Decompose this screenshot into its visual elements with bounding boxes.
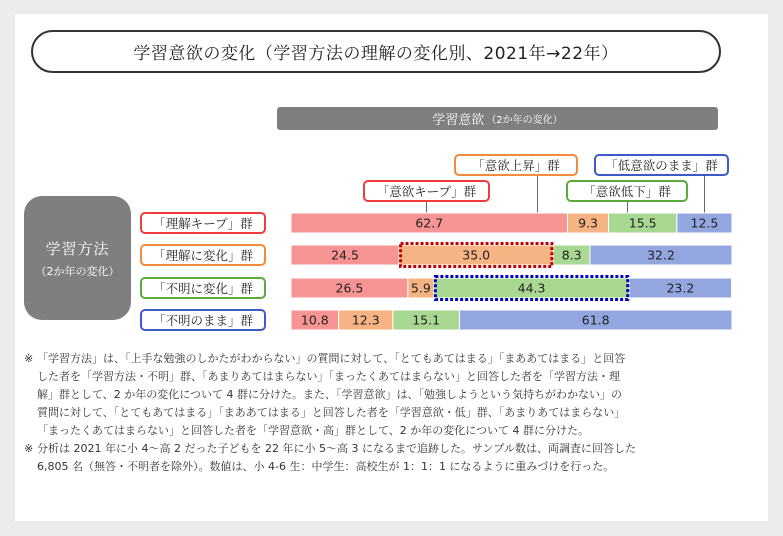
bar-value-label: 62.7 <box>415 215 444 231</box>
row-label-text: 「不明に変化」群 <box>152 281 253 296</box>
bar-value-label: 35.0 <box>462 247 491 263</box>
note-symbol: ※ <box>24 352 34 365</box>
row-label-text: 「理解に変化」群 <box>152 248 253 263</box>
bar-value-label: 12.5 <box>690 215 719 231</box>
note-line <box>24 350 724 368</box>
note-line <box>24 440 724 458</box>
bar-value-label: 9.3 <box>578 215 598 231</box>
method-box-sub: （2か年の変化） <box>35 264 120 278</box>
bar-value-label: 44.3 <box>517 280 546 296</box>
legend-label: 「低意欲のまま」群 <box>605 158 718 173</box>
note-text: 分析は 2021 年に小 4〜高 2 だった子どもを 22 年に小 5〜高 3 になるまで追跡した。サンプル数は、両調査に回答した <box>37 442 636 455</box>
bar-value-label: 8.3 <box>561 247 582 263</box>
note-text: した者を「学習方法・不明」群、「あまりあてはまらない」「まったくあてはまらない」と回答した者を「学習方法・理 <box>37 370 620 383</box>
row-label-text: 「理解キープ」群 <box>153 216 253 231</box>
bar-value-label: 26.5 <box>335 280 364 296</box>
note-text: 「まったくあてはまらない」と回答した者を「学習意欲・高」群として、2 か年の変化について 4 群に分けた。 <box>37 424 590 437</box>
legend-label: 「意欲キープ」群 <box>376 184 477 199</box>
bar-value-label: 32.2 <box>647 247 675 263</box>
note-text: 解」群として、2 か年の変化について 4 群に分けた。また、「学習意欲」は、「勉強しようという気持ちがわかない」の <box>37 388 623 401</box>
note-text: 6,805 名（無答・不明者を除外）。数値は、小 4-6 生：中学生：高校生が 1：1：1 になるように重みづけを行った。 <box>37 460 615 473</box>
motivation-header-main: 学習意欲 <box>432 113 485 128</box>
bar-value-label: 61.8 <box>581 312 610 328</box>
bar-value-label: 24.5 <box>331 247 359 263</box>
legend-label: 「意欲低下」群 <box>583 184 671 199</box>
bar-value-label: 5.9 <box>410 280 431 296</box>
chart-title: 学習意欲の変化（学習方法の理解の変化別、2021年→22年） <box>31 30 721 73</box>
legend-label: 「意欲上昇」群 <box>472 158 560 173</box>
bar-value-label: 15.5 <box>628 215 657 231</box>
method-box-main: 学習方法 <box>45 239 110 258</box>
row-label-text: 「不明のまま」群 <box>152 313 253 328</box>
bar-value-label: 10.8 <box>300 312 329 328</box>
note-2 <box>24 440 724 476</box>
note-text: 「学習方法」は、「上手な勉強のしかたがわからない」の質問に対して、「とてもあてはまる」「まああてはまる」と回答 <box>37 352 626 365</box>
bar-value-label: 15.1 <box>412 312 441 328</box>
note-text: 質問に対して、「とてもあてはまる」「まああてはまる」と回答した者を「学習意欲・低」群、「あまりあてはまらない」 <box>37 406 626 419</box>
note-symbol: ※ <box>24 442 34 455</box>
motivation-header-sub: （2か年の変化） <box>486 115 563 126</box>
bar-value-label: 12.3 <box>351 312 380 328</box>
note-1 <box>24 350 724 440</box>
bar-value-label: 23.2 <box>666 280 695 296</box>
